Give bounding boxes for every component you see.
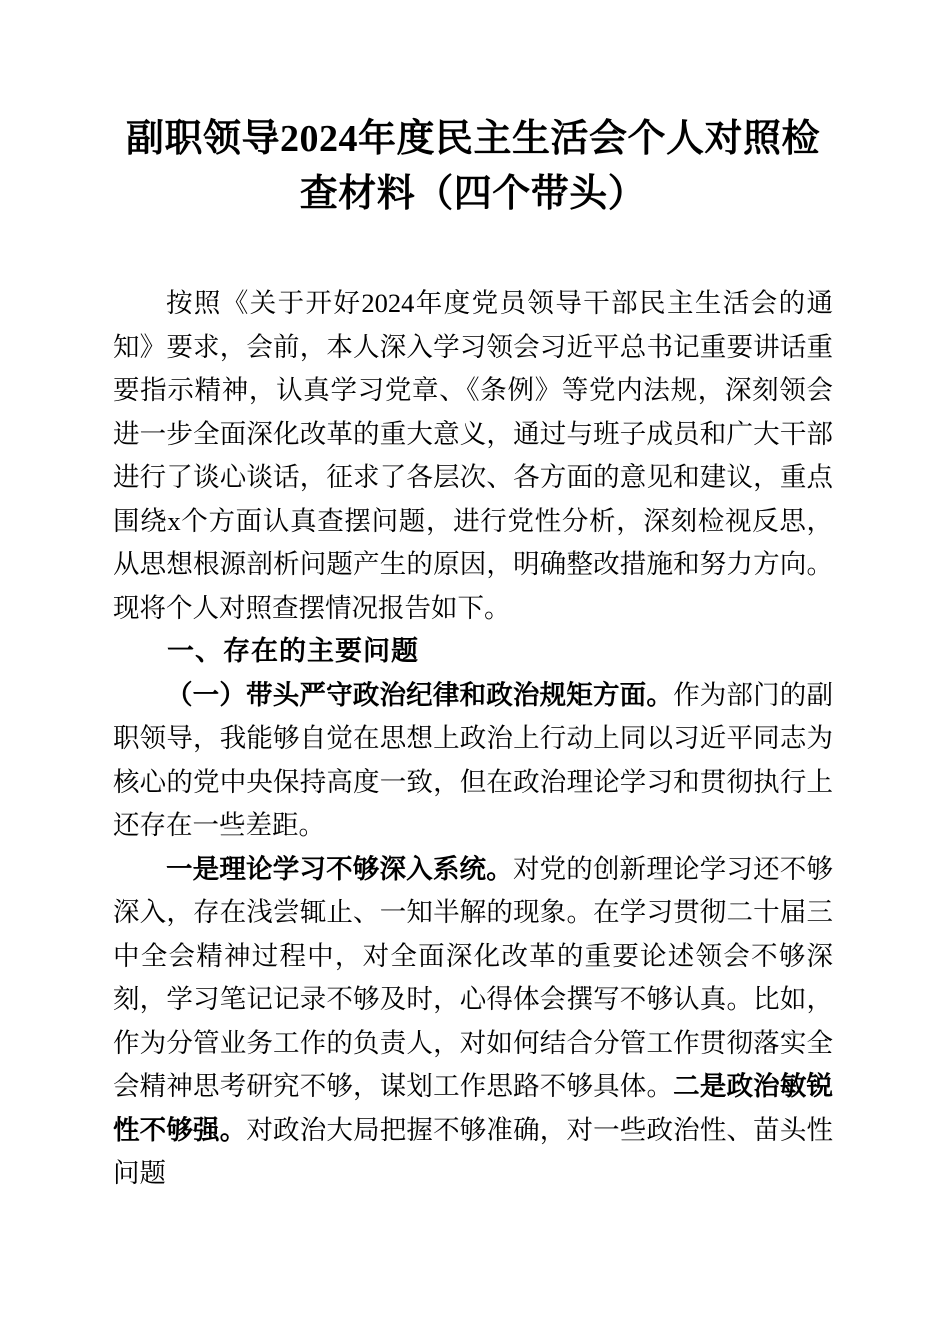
paragraph-political-discipline [113, 674, 833, 848]
intro-paragraph [113, 282, 833, 630]
paragraph-political-discipline-text: 作为部门的副职领导，我能够自觉在思想上政治上行动上同以习近平同志为核心的党中央保持高度一致，但在政治理论学习和贯彻执行上还存在一些差距。 [113, 679, 833, 840]
intro-paragraph-text: 按照《关于开好2024年度党员领导干部民主生活会的通知》要求，会前，本人深入学习领会习近平总书记重要讲话重要指示精神，认真学习党章、《条例》等党内法规，深刻领会进一步全面深化改革的重大意义，通过与班子成员和广大干部进行了谈心谈话，征求了各层次、各方面的意见和建议，重点围绕x个方面认真查摆问题，进行党性分析，深刻检视反思，从思想根源剖析问题产生的原因，明确整改措施和努力方向。现将个人对照查摆情况报告如下。 [113, 288, 833, 623]
section-heading-main-problems: 一、存在的主要问题 [167, 636, 419, 666]
paragraph-theory-study-lead: 一是理论学习不够深入系统。 [166, 853, 513, 884]
document-title: 副职领导2024年度民主生活会个人对照检查材料（四个带头） [125, 118, 820, 215]
paragraph-political-acuity-text: 对政治大局把握不够准确，对一些政治性、苗头性问题 [113, 1114, 834, 1188]
paragraph-political-discipline-lead: （一）带头严守政治纪律和政治规矩方面。 [166, 679, 674, 710]
document-body [113, 282, 833, 1196]
paragraph-political-acuity-lead: 二是政治敏锐性不够强。 [113, 1071, 834, 1145]
paragraph-theory-study [113, 848, 833, 1196]
paragraph-theory-study-text: 对党的创新理论学习还不够深入，存在浅尝辄止、一知半解的现象。在学习贯彻二十届三中全会精神过程中，对全面深化改革的重要论述领会不够深刻，学习笔记记录不够及时，心得体会撰写不够认真。比如，作为分管业务工作的负责人，对如何结合分管工作贯彻落实全会精神思考研究不够，谋划工作思路不够具体。 [113, 853, 833, 1101]
